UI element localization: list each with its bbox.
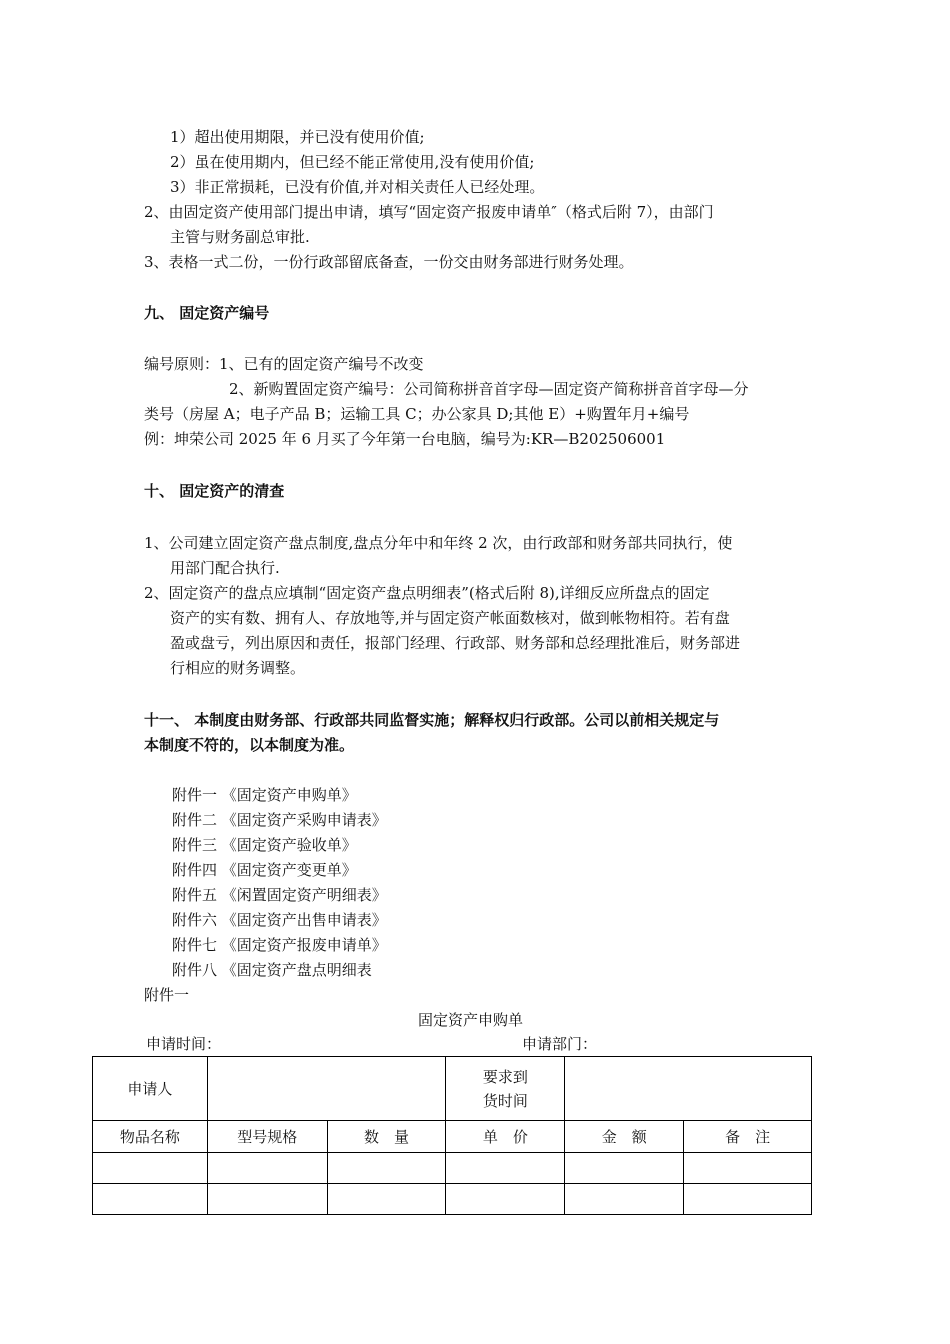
table-header-row xyxy=(93,1121,812,1153)
paragraph-line: 3、表格一式二份，一份行政部留底备查，一份交由财务部进行财务处理。 xyxy=(144,253,634,271)
table-row xyxy=(93,1184,812,1215)
table-cell[interactable] xyxy=(446,1184,565,1215)
table-cell[interactable] xyxy=(684,1153,812,1184)
table-cell[interactable] xyxy=(327,1153,446,1184)
column-header: 单 价 xyxy=(446,1121,565,1153)
column-header: 金 额 xyxy=(565,1121,684,1153)
paragraph-line: 行相应的财务调整。 xyxy=(170,659,306,677)
paragraph-line: 主管与财务副总审批. xyxy=(170,228,310,246)
paragraph-line: 编号原则：1、已有的固定资产编号不改变 xyxy=(144,355,424,373)
attachment-item: 附件六 《固定资产出售申请表》 xyxy=(172,911,387,929)
section-heading: 十、 固定资产的清查 xyxy=(144,482,285,500)
column-header: 物品名称 xyxy=(93,1121,208,1153)
attachment-item: 附件二 《固定资产采购申请表》 xyxy=(172,811,387,829)
table-row xyxy=(93,1153,812,1184)
table-row xyxy=(93,1057,812,1121)
column-header: 备 注 xyxy=(684,1121,812,1153)
attachment-item: 附件四 《固定资产变更单》 xyxy=(172,861,357,879)
required-time-line1: 要求到 xyxy=(482,1067,528,1086)
paragraph-line: 1、公司建立固定资产盘点制度,盘点分年中和年终 2 次，由行政部和财务部共同执行，使 xyxy=(144,534,733,552)
paragraph-line: 用部门配合执行. xyxy=(170,559,280,577)
column-header: 型号规格 xyxy=(207,1121,327,1153)
applicant-cell[interactable] xyxy=(207,1057,446,1121)
table-cell[interactable] xyxy=(565,1184,684,1215)
attachment-item: 附件八 《固定资产盘点明细表 xyxy=(172,961,372,979)
purchase-request-table xyxy=(92,1056,812,1215)
paragraph-line: 例：坤荣公司 2025 年 6 月买了今年第一台电脑，编号为:KR—B202506001 xyxy=(144,430,666,448)
table-cell[interactable] xyxy=(446,1153,565,1184)
column-header: 数 量 xyxy=(327,1121,446,1153)
section-heading: 十一、 本制度由财务部、行政部共同监督实施；解释权归行政部。公司以前相关规定与 xyxy=(144,711,720,729)
required-time-line2: 货时间 xyxy=(482,1091,528,1110)
attachment-item: 附件三 《固定资产验收单》 xyxy=(172,836,357,854)
table-cell[interactable] xyxy=(565,1153,684,1184)
table-cell[interactable] xyxy=(207,1184,327,1215)
apply-time-label: 申请时间： xyxy=(146,1035,222,1053)
table-cell[interactable] xyxy=(327,1184,446,1215)
list-item: 3）非正常损耗，已没有价值,并对相关责任人已经处理。 xyxy=(170,178,545,196)
table-cell[interactable] xyxy=(207,1153,327,1184)
paragraph-line: 2、新购置固定资产编号：公司简称拼音首字母—固定资产简称拼音首字母—分 xyxy=(229,380,749,398)
paragraph-line: 盈或盘亏，列出原因和责任，报部门经理、行政部、财务部和总经理批准后，财务部进 xyxy=(170,634,741,652)
table-cell[interactable] xyxy=(93,1153,208,1184)
paragraph-line: 资产的实有数、拥有人、存放地等,并与固定资产帐面数核对，做到帐物相符。若有盘 xyxy=(170,609,730,627)
paragraph-line: 2、固定资产的盘点应填制“固定资产盘点明细表”(格式后附 8),详细反应所盘点的固定 xyxy=(144,584,710,602)
section-heading: 本制度不符的，以本制度为准。 xyxy=(144,736,355,754)
applicant-label: 申请人 xyxy=(93,1057,208,1121)
form-title: 固定资产申购单 xyxy=(418,1011,524,1029)
attachment-item: 附件七 《固定资产报废申请单》 xyxy=(172,936,387,954)
table-cell[interactable] xyxy=(684,1184,812,1215)
apply-dept-label: 申请部门： xyxy=(522,1035,598,1053)
table-cell[interactable] xyxy=(93,1184,208,1215)
required-time-cell[interactable] xyxy=(565,1057,812,1121)
required-time-label xyxy=(446,1057,565,1121)
section-heading: 九、 固定资产编号 xyxy=(144,304,270,322)
attachment-item: 附件五 《闲置固定资产明细表》 xyxy=(172,886,387,904)
list-item: 2）虽在使用期内，但已经不能正常使用,没有使用价值; xyxy=(170,153,535,171)
attachment-item: 附件一 《固定资产申购单》 xyxy=(172,786,357,804)
paragraph-line: 2、由固定资产使用部门提出申请，填写“固定资产报废申请单″（格式后附 7），由部门 xyxy=(144,203,714,221)
attachment-label: 附件一 xyxy=(144,986,190,1004)
list-item: 1）超出使用期限，并已没有使用价值; xyxy=(170,128,425,146)
paragraph-line: 类号（房屋 A；电子产品 B；运输工具 C；办公家具 D;其他 E）+购置年月+编号 xyxy=(144,405,690,423)
